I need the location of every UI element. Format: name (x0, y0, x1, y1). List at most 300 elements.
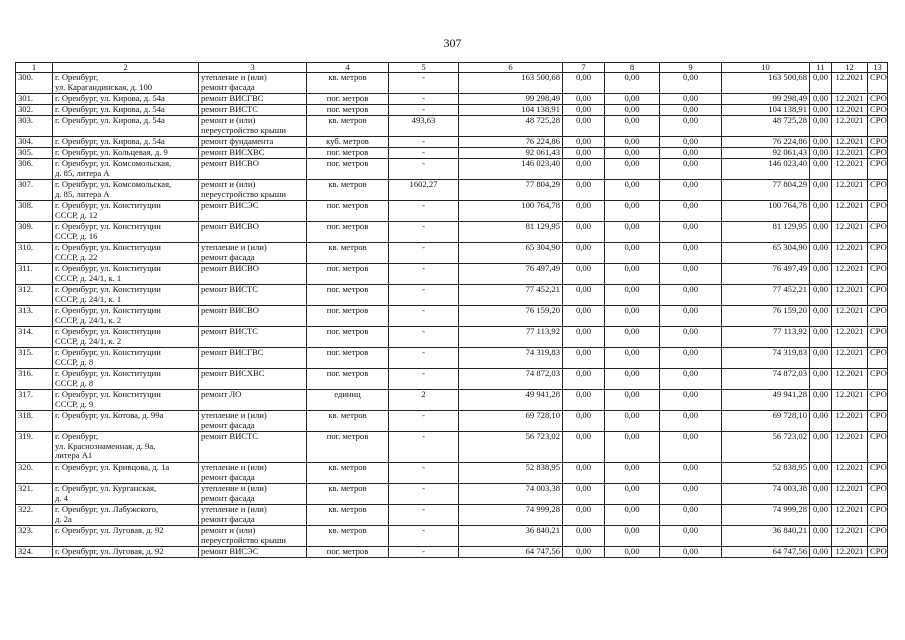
cell-method: СРО (868, 73, 888, 94)
cell-address: г. Оренбург, ул. Конституции СССР, д. 24/1, к. 1 (53, 285, 199, 306)
cell-fund-amount: 0,00 (563, 547, 605, 558)
table-row (16, 159, 888, 180)
cell-total-cost: 48 725,28 (459, 116, 563, 137)
cell-reg-operator-amount: 74 872,03 (722, 369, 810, 390)
cell-work-type: ремонт ВИСЭС (199, 201, 307, 222)
cell-unit: единиц (307, 390, 389, 411)
header-row (16, 63, 888, 73)
cell-budget-amount: 0,00 (605, 348, 660, 369)
cell-work-type: утепление и (или) ремонт фасада (199, 484, 307, 505)
cell-deadline: 12.2021 (832, 327, 868, 348)
cell-fund-amount: 0,00 (563, 306, 605, 327)
cell-volume: - (389, 264, 459, 285)
cell-row-number: 302. (16, 105, 53, 116)
cell-work-type: ремонт ВИСХВС (199, 148, 307, 159)
cell-other-amount: 0,00 (810, 463, 832, 484)
cell-address: г. Оренбург, ул. Карагандинская, д. 100 (53, 73, 199, 94)
cell-unit: пог. метров (307, 148, 389, 159)
cell-reg-operator-amount: 56 723,02 (722, 432, 810, 463)
cell-work-type: ремонт ВИСХВС (199, 369, 307, 390)
cell-budget-amount: 0,00 (605, 484, 660, 505)
cell-row-number: 310. (16, 243, 53, 264)
cell-address: г. Оренбург, ул. Кирова, д. 54а (53, 116, 199, 137)
cell-reg-operator-amount: 76 224,86 (722, 137, 810, 148)
cell-fund-amount: 0,00 (563, 463, 605, 484)
cell-owners-amount: 0,00 (660, 547, 722, 558)
cell-work-type: ремонт ВИСВО (199, 159, 307, 180)
cell-volume: - (389, 201, 459, 222)
column-header-4: 4 (307, 63, 389, 73)
cell-budget-amount: 0,00 (605, 411, 660, 432)
table-row (16, 137, 888, 148)
cell-unit: кв. метров (307, 73, 389, 94)
cell-other-amount: 0,00 (810, 73, 832, 94)
cell-budget-amount: 0,00 (605, 390, 660, 411)
cell-work-type: ремонт фундамента (199, 137, 307, 148)
table-row (16, 116, 888, 137)
cell-reg-operator-amount: 77 113,92 (722, 327, 810, 348)
cell-volume: 493,63 (389, 116, 459, 137)
cell-work-type: утепление и (или) ремонт фасада (199, 463, 307, 484)
cell-volume: - (389, 463, 459, 484)
cell-unit: кв. метров (307, 526, 389, 547)
column-header-2: 2 (53, 63, 199, 73)
cell-method: СРО (868, 463, 888, 484)
cell-volume: - (389, 73, 459, 94)
cell-budget-amount: 0,00 (605, 116, 660, 137)
column-header-11: 11 (810, 63, 832, 73)
cell-work-type: ремонт ВИСВО (199, 264, 307, 285)
cell-owners-amount: 0,00 (660, 390, 722, 411)
cell-volume: - (389, 411, 459, 432)
cell-budget-amount: 0,00 (605, 285, 660, 306)
cell-address: г. Оренбург, ул. Комсомольская, д. 85, литера А (53, 180, 199, 201)
cell-row-number: 301. (16, 94, 53, 105)
table-row (16, 526, 888, 547)
cell-work-type: утепление и (или) ремонт фасада (199, 505, 307, 526)
cell-fund-amount: 0,00 (563, 243, 605, 264)
cell-method: СРО (868, 137, 888, 148)
cell-volume: - (389, 348, 459, 369)
column-header-5: 5 (389, 63, 459, 73)
cell-fund-amount: 0,00 (563, 327, 605, 348)
cell-unit: пог. метров (307, 547, 389, 558)
cell-reg-operator-amount: 52 838,95 (722, 463, 810, 484)
cell-volume: - (389, 547, 459, 558)
cell-address: г. Оренбург, ул. Конституции СССР, д. 16 (53, 222, 199, 243)
cell-budget-amount: 0,00 (605, 369, 660, 390)
cell-unit: пог. метров (307, 201, 389, 222)
cell-deadline: 12.2021 (832, 94, 868, 105)
cell-reg-operator-amount: 74 003,38 (722, 484, 810, 505)
cell-volume: - (389, 484, 459, 505)
cell-volume: - (389, 148, 459, 159)
cell-other-amount: 0,00 (810, 137, 832, 148)
cell-volume: - (389, 285, 459, 306)
table-row (16, 369, 888, 390)
cell-total-cost: 74 003,38 (459, 484, 563, 505)
cell-reg-operator-amount: 100 764,78 (722, 201, 810, 222)
table-row (16, 306, 888, 327)
cell-owners-amount: 0,00 (660, 201, 722, 222)
cell-reg-operator-amount: 65 304,90 (722, 243, 810, 264)
cell-unit: куб. метров (307, 137, 389, 148)
cell-volume: - (389, 105, 459, 116)
cell-reg-operator-amount: 77 452,21 (722, 285, 810, 306)
cell-volume: - (389, 432, 459, 463)
cell-fund-amount: 0,00 (563, 94, 605, 105)
cell-total-cost: 76 497,49 (459, 264, 563, 285)
cell-work-type: ремонт ВИСЭС (199, 547, 307, 558)
cell-unit: пог. метров (307, 285, 389, 306)
cell-reg-operator-amount: 104 138,91 (722, 105, 810, 116)
cell-unit: пог. метров (307, 222, 389, 243)
cell-unit: пог. метров (307, 348, 389, 369)
cell-total-cost: 99 298,49 (459, 94, 563, 105)
cell-deadline: 12.2021 (832, 243, 868, 264)
cell-volume: - (389, 369, 459, 390)
cell-deadline: 12.2021 (832, 264, 868, 285)
cell-budget-amount: 0,00 (605, 201, 660, 222)
cell-other-amount: 0,00 (810, 547, 832, 558)
cell-volume: - (389, 137, 459, 148)
cell-row-number: 319. (16, 432, 53, 463)
cell-volume: 2 (389, 390, 459, 411)
column-header-10: 10 (722, 63, 810, 73)
cell-address: г. Оренбург, ул. Комсомольская, д. 85, литера А (53, 159, 199, 180)
column-header-6: 6 (459, 63, 563, 73)
cell-total-cost: 64 747,56 (459, 547, 563, 558)
cell-row-number: 313. (16, 306, 53, 327)
cell-deadline: 12.2021 (832, 159, 868, 180)
cell-budget-amount: 0,00 (605, 264, 660, 285)
cell-work-type: ремонт ЛО (199, 390, 307, 411)
cell-volume: - (389, 526, 459, 547)
cell-row-number: 315. (16, 348, 53, 369)
cell-owners-amount: 0,00 (660, 116, 722, 137)
cell-owners-amount: 0,00 (660, 222, 722, 243)
table-row (16, 390, 888, 411)
cell-address: г. Оренбург, ул. Конституции СССР, д. 9 (53, 390, 199, 411)
cell-deadline: 12.2021 (832, 116, 868, 137)
cell-total-cost: 74 319,83 (459, 348, 563, 369)
column-header-3: 3 (199, 63, 307, 73)
cell-owners-amount: 0,00 (660, 73, 722, 94)
cell-row-number: 316. (16, 369, 53, 390)
cell-fund-amount: 0,00 (563, 411, 605, 432)
cell-other-amount: 0,00 (810, 264, 832, 285)
cell-fund-amount: 0,00 (563, 285, 605, 306)
cell-method: СРО (868, 148, 888, 159)
cell-method: СРО (868, 547, 888, 558)
cell-budget-amount: 0,00 (605, 159, 660, 180)
cell-deadline: 12.2021 (832, 411, 868, 432)
cell-row-number: 304. (16, 137, 53, 148)
cell-unit: пог. метров (307, 159, 389, 180)
cell-other-amount: 0,00 (810, 148, 832, 159)
cell-deadline: 12.2021 (832, 306, 868, 327)
cell-owners-amount: 0,00 (660, 137, 722, 148)
cell-row-number: 307. (16, 180, 53, 201)
cell-owners-amount: 0,00 (660, 411, 722, 432)
cell-method: СРО (868, 411, 888, 432)
cell-deadline: 12.2021 (832, 201, 868, 222)
column-header-7: 7 (563, 63, 605, 73)
cell-owners-amount: 0,00 (660, 264, 722, 285)
cell-other-amount: 0,00 (810, 159, 832, 180)
cell-other-amount: 0,00 (810, 348, 832, 369)
cell-budget-amount: 0,00 (605, 73, 660, 94)
cell-fund-amount: 0,00 (563, 116, 605, 137)
column-header-13: 13 (868, 63, 888, 73)
table-row (16, 432, 888, 463)
cell-method: СРО (868, 505, 888, 526)
cell-volume: 1602,27 (389, 180, 459, 201)
cell-address: г. Оренбург, ул. Краснознаменная, д. 9а, литера А1 (53, 432, 199, 463)
cell-reg-operator-amount: 69 728,10 (722, 411, 810, 432)
cell-fund-amount: 0,00 (563, 105, 605, 116)
cell-other-amount: 0,00 (810, 116, 832, 137)
cell-total-cost: 74 872,03 (459, 369, 563, 390)
cell-budget-amount: 0,00 (605, 547, 660, 558)
column-header-8: 8 (605, 63, 660, 73)
cell-method: СРО (868, 264, 888, 285)
cell-reg-operator-amount: 74 999,28 (722, 505, 810, 526)
cell-deadline: 12.2021 (832, 180, 868, 201)
cell-total-cost: 163 500,68 (459, 73, 563, 94)
cell-fund-amount: 0,00 (563, 264, 605, 285)
cell-reg-operator-amount: 92 061,43 (722, 148, 810, 159)
cell-deadline: 12.2021 (832, 285, 868, 306)
table-row (16, 327, 888, 348)
cell-budget-amount: 0,00 (605, 306, 660, 327)
cell-method: СРО (868, 306, 888, 327)
cell-volume: - (389, 94, 459, 105)
table-row (16, 105, 888, 116)
cell-budget-amount: 0,00 (605, 105, 660, 116)
cell-row-number: 314. (16, 327, 53, 348)
cell-deadline: 12.2021 (832, 148, 868, 159)
cell-owners-amount: 0,00 (660, 432, 722, 463)
cell-other-amount: 0,00 (810, 526, 832, 547)
cell-method: СРО (868, 159, 888, 180)
cell-reg-operator-amount: 77 804,29 (722, 180, 810, 201)
cell-row-number: 320. (16, 463, 53, 484)
cell-unit: пог. метров (307, 105, 389, 116)
cell-reg-operator-amount: 48 725,28 (722, 116, 810, 137)
cell-total-cost: 69 728,10 (459, 411, 563, 432)
cell-fund-amount: 0,00 (563, 348, 605, 369)
cell-work-type: ремонт ВИСТС (199, 105, 307, 116)
cell-address: г. Оренбург, ул. Луговая, д. 92 (53, 547, 199, 558)
cell-total-cost: 77 113,92 (459, 327, 563, 348)
cell-fund-amount: 0,00 (563, 222, 605, 243)
cell-address: г. Оренбург, ул. Конституции СССР, д. 24/1, к. 2 (53, 306, 199, 327)
cell-method: СРО (868, 432, 888, 463)
cell-unit: кв. метров (307, 243, 389, 264)
cell-total-cost: 56 723,02 (459, 432, 563, 463)
cell-deadline: 12.2021 (832, 73, 868, 94)
cell-fund-amount: 0,00 (563, 201, 605, 222)
works-table (15, 62, 888, 558)
cell-reg-operator-amount: 76 497,49 (722, 264, 810, 285)
cell-budget-amount: 0,00 (605, 137, 660, 148)
cell-unit: пог. метров (307, 432, 389, 463)
cell-budget-amount: 0,00 (605, 222, 660, 243)
cell-method: СРО (868, 348, 888, 369)
cell-total-cost: 104 138,91 (459, 105, 563, 116)
cell-budget-amount: 0,00 (605, 327, 660, 348)
cell-other-amount: 0,00 (810, 505, 832, 526)
cell-fund-amount: 0,00 (563, 526, 605, 547)
cell-method: СРО (868, 484, 888, 505)
cell-work-type: ремонт ВИСТС (199, 285, 307, 306)
cell-address: г. Оренбург, ул. Кирова, д. 54а (53, 94, 199, 105)
cell-owners-amount: 0,00 (660, 243, 722, 264)
cell-unit: пог. метров (307, 94, 389, 105)
cell-row-number: 306. (16, 159, 53, 180)
table-row (16, 148, 888, 159)
cell-budget-amount: 0,00 (605, 432, 660, 463)
cell-row-number: 311. (16, 264, 53, 285)
cell-row-number: 305. (16, 148, 53, 159)
cell-other-amount: 0,00 (810, 222, 832, 243)
table-row (16, 505, 888, 526)
cell-deadline: 12.2021 (832, 222, 868, 243)
cell-budget-amount: 0,00 (605, 526, 660, 547)
table-row (16, 348, 888, 369)
cell-reg-operator-amount: 99 298,49 (722, 94, 810, 105)
cell-total-cost: 92 061,43 (459, 148, 563, 159)
cell-unit: кв. метров (307, 463, 389, 484)
cell-other-amount: 0,00 (810, 243, 832, 264)
cell-budget-amount: 0,00 (605, 180, 660, 201)
cell-fund-amount: 0,00 (563, 505, 605, 526)
cell-volume: - (389, 222, 459, 243)
cell-method: СРО (868, 369, 888, 390)
cell-other-amount: 0,00 (810, 411, 832, 432)
cell-work-type: ремонт ВИСГВС (199, 348, 307, 369)
cell-method: СРО (868, 243, 888, 264)
cell-deadline: 12.2021 (832, 432, 868, 463)
cell-owners-amount: 0,00 (660, 180, 722, 201)
cell-address: г. Оренбург, ул. Кирова, д. 54а (53, 137, 199, 148)
cell-address: г. Оренбург, ул. Кирова, д. 54а (53, 105, 199, 116)
cell-work-type: ремонт ВИСГВС (199, 94, 307, 105)
cell-owners-amount: 0,00 (660, 369, 722, 390)
cell-deadline: 12.2021 (832, 484, 868, 505)
cell-owners-amount: 0,00 (660, 148, 722, 159)
cell-fund-amount: 0,00 (563, 484, 605, 505)
cell-budget-amount: 0,00 (605, 94, 660, 105)
cell-unit: кв. метров (307, 180, 389, 201)
cell-other-amount: 0,00 (810, 327, 832, 348)
column-header-9: 9 (660, 63, 722, 73)
cell-unit: кв. метров (307, 484, 389, 505)
cell-budget-amount: 0,00 (605, 505, 660, 526)
cell-work-type: ремонт и (или) переустройство крыши (199, 116, 307, 137)
cell-method: СРО (868, 222, 888, 243)
cell-unit: пог. метров (307, 264, 389, 285)
cell-work-type: ремонт и (или) переустройство крыши (199, 526, 307, 547)
cell-unit: пог. метров (307, 369, 389, 390)
cell-unit: пог. метров (307, 327, 389, 348)
cell-reg-operator-amount: 74 319,83 (722, 348, 810, 369)
cell-fund-amount: 0,00 (563, 73, 605, 94)
cell-deadline: 12.2021 (832, 547, 868, 558)
cell-deadline: 12.2021 (832, 369, 868, 390)
cell-address: г. Оренбург, ул. Кривцова, д. 1а (53, 463, 199, 484)
cell-reg-operator-amount: 81 129,95 (722, 222, 810, 243)
cell-row-number: 303. (16, 116, 53, 137)
cell-address: г. Оренбург, ул. Курганская, д. 4 (53, 484, 199, 505)
cell-work-type: ремонт и (или) переустройство крыши (199, 180, 307, 201)
cell-method: СРО (868, 105, 888, 116)
cell-owners-amount: 0,00 (660, 159, 722, 180)
table-row (16, 201, 888, 222)
cell-address: г. Оренбург, ул. Конституции СССР, д. 12 (53, 201, 199, 222)
cell-unit: кв. метров (307, 116, 389, 137)
cell-method: СРО (868, 94, 888, 105)
cell-reg-operator-amount: 76 159,20 (722, 306, 810, 327)
cell-other-amount: 0,00 (810, 369, 832, 390)
cell-volume: - (389, 243, 459, 264)
cell-budget-amount: 0,00 (605, 148, 660, 159)
table-row (16, 285, 888, 306)
cell-other-amount: 0,00 (810, 201, 832, 222)
cell-fund-amount: 0,00 (563, 369, 605, 390)
cell-total-cost: 52 838,95 (459, 463, 563, 484)
cell-address: г. Оренбург, ул. Конституции СССР, д. 24/1, к. 2 (53, 327, 199, 348)
cell-address: г. Оренбург, ул. Лабужского, д. 2а (53, 505, 199, 526)
cell-other-amount: 0,00 (810, 390, 832, 411)
cell-owners-amount: 0,00 (660, 505, 722, 526)
cell-owners-amount: 0,00 (660, 105, 722, 116)
cell-deadline: 12.2021 (832, 463, 868, 484)
cell-owners-amount: 0,00 (660, 526, 722, 547)
cell-volume: - (389, 505, 459, 526)
cell-other-amount: 0,00 (810, 94, 832, 105)
cell-total-cost: 81 129,95 (459, 222, 563, 243)
cell-work-type: ремонт ВИСВО (199, 306, 307, 327)
cell-total-cost: 65 304,90 (459, 243, 563, 264)
cell-total-cost: 77 452,21 (459, 285, 563, 306)
cell-other-amount: 0,00 (810, 484, 832, 505)
cell-address: г. Оренбург, ул. Котова, д. 99а (53, 411, 199, 432)
cell-other-amount: 0,00 (810, 285, 832, 306)
cell-method: СРО (868, 201, 888, 222)
cell-work-type: ремонт ВИСТС (199, 432, 307, 463)
cell-row-number: 317. (16, 390, 53, 411)
cell-owners-amount: 0,00 (660, 94, 722, 105)
cell-row-number: 308. (16, 201, 53, 222)
table-row (16, 94, 888, 105)
cell-owners-amount: 0,00 (660, 285, 722, 306)
cell-reg-operator-amount: 64 747,56 (722, 547, 810, 558)
column-header-1: 1 (16, 63, 53, 73)
cell-work-type: утепление и (или) ремонт фасада (199, 243, 307, 264)
page-number: 307 (443, 36, 462, 50)
cell-fund-amount: 0,00 (563, 137, 605, 148)
table-body (16, 73, 888, 558)
cell-total-cost: 76 159,20 (459, 306, 563, 327)
table-row (16, 463, 888, 484)
cell-address: г. Оренбург, ул. Конституции СССР, д. 8 (53, 369, 199, 390)
cell-deadline: 12.2021 (832, 526, 868, 547)
cell-fund-amount: 0,00 (563, 180, 605, 201)
cell-row-number: 300. (16, 73, 53, 94)
cell-method: СРО (868, 390, 888, 411)
